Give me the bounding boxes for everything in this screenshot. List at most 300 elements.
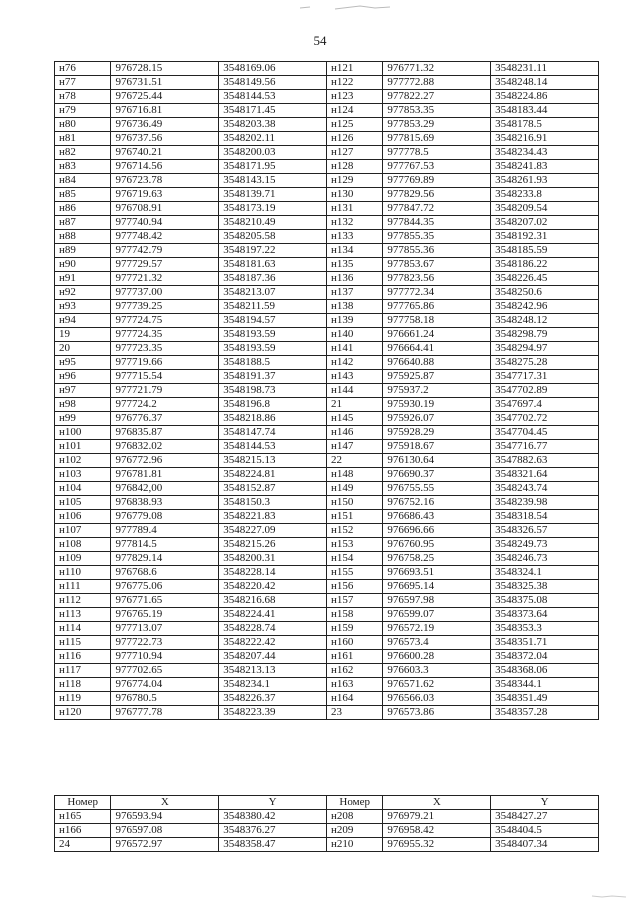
coord-x-cell: 976728.15 bbox=[111, 62, 219, 76]
coord-x-cell: 976842,00 bbox=[111, 482, 219, 496]
header-y: Y bbox=[491, 796, 599, 810]
point-number-cell: 21 bbox=[326, 398, 382, 412]
point-number-cell: 19 bbox=[55, 328, 111, 342]
table-row bbox=[55, 636, 599, 650]
point-number-cell: н108 bbox=[55, 538, 111, 552]
coord-y-cell: 3548143.15 bbox=[219, 174, 327, 188]
coord-x-cell: 975926.07 bbox=[383, 412, 491, 426]
coord-x-cell: 976838.93 bbox=[111, 496, 219, 510]
coord-y-cell: 3547717.31 bbox=[491, 370, 599, 384]
point-number-cell: н140 bbox=[326, 328, 382, 342]
coord-x-cell: 976573.86 bbox=[383, 706, 491, 720]
point-number-cell: н80 bbox=[55, 118, 111, 132]
point-number-cell: н113 bbox=[55, 608, 111, 622]
coord-x-cell: 977739.25 bbox=[111, 300, 219, 314]
coord-y-cell: 3548298.79 bbox=[491, 328, 599, 342]
coord-x-cell: 977737.00 bbox=[111, 286, 219, 300]
coord-y-cell: 3548188.5 bbox=[219, 356, 327, 370]
coord-x-cell: 977729.57 bbox=[111, 258, 219, 272]
table-row bbox=[55, 412, 599, 426]
point-number-cell: н164 bbox=[326, 692, 382, 706]
point-number-cell: н133 bbox=[326, 230, 382, 244]
point-number-cell: н103 bbox=[55, 468, 111, 482]
coord-y-cell: 3548185.59 bbox=[491, 244, 599, 258]
point-number-cell: 23 bbox=[326, 706, 382, 720]
coord-y-cell: 3548203.38 bbox=[219, 118, 327, 132]
table-row bbox=[55, 342, 599, 356]
point-number-cell: н157 bbox=[326, 594, 382, 608]
coord-x-cell: 975930.19 bbox=[383, 398, 491, 412]
point-number-cell: н115 bbox=[55, 636, 111, 650]
point-number-cell: н149 bbox=[326, 482, 382, 496]
table-row bbox=[55, 810, 599, 824]
point-number-cell: н127 bbox=[326, 146, 382, 160]
coord-x-cell: 976661.24 bbox=[383, 328, 491, 342]
coord-y-cell: 3548224.41 bbox=[219, 608, 327, 622]
coord-x-cell: 976716.81 bbox=[111, 104, 219, 118]
point-number-cell: н165 bbox=[55, 810, 111, 824]
point-number-cell: н146 bbox=[326, 426, 382, 440]
table-row bbox=[55, 482, 599, 496]
point-number-cell: н134 bbox=[326, 244, 382, 258]
coord-y-cell: 3548207.02 bbox=[491, 216, 599, 230]
point-number-cell: н86 bbox=[55, 202, 111, 216]
coord-x-cell: 975918.67 bbox=[383, 440, 491, 454]
point-number-cell: 20 bbox=[55, 342, 111, 356]
header-y: Y bbox=[219, 796, 327, 810]
point-number-cell: н116 bbox=[55, 650, 111, 664]
coord-x-cell: 977719.66 bbox=[111, 356, 219, 370]
coord-x-cell: 976955.32 bbox=[383, 838, 491, 852]
table-row bbox=[55, 370, 599, 384]
coord-x-cell: 976686.43 bbox=[383, 510, 491, 524]
point-number-cell: н100 bbox=[55, 426, 111, 440]
point-number-cell: н121 bbox=[326, 62, 382, 76]
point-number-cell: н88 bbox=[55, 230, 111, 244]
point-number-cell: н107 bbox=[55, 524, 111, 538]
coord-x-cell: 976714.56 bbox=[111, 160, 219, 174]
point-number-cell: н126 bbox=[326, 132, 382, 146]
point-number-cell: н160 bbox=[326, 636, 382, 650]
coord-y-cell: 3548353.3 bbox=[491, 622, 599, 636]
coord-x-cell: 976736.49 bbox=[111, 118, 219, 132]
point-number-cell: н139 bbox=[326, 314, 382, 328]
point-number-cell: н94 bbox=[55, 314, 111, 328]
table-row bbox=[55, 258, 599, 272]
point-number-cell: н210 bbox=[326, 838, 382, 852]
point-number-cell: н78 bbox=[55, 90, 111, 104]
point-number-cell: н90 bbox=[55, 258, 111, 272]
point-number-cell: н124 bbox=[326, 104, 382, 118]
coord-y-cell: 3548218.86 bbox=[219, 412, 327, 426]
coord-x-cell: 977778.5 bbox=[383, 146, 491, 160]
coord-y-cell: 3548150.3 bbox=[219, 496, 327, 510]
point-number-cell: н122 bbox=[326, 76, 382, 90]
coord-y-cell: 3548318.54 bbox=[491, 510, 599, 524]
coord-x-cell: 977855.35 bbox=[383, 230, 491, 244]
coord-y-cell: 3548152.87 bbox=[219, 482, 327, 496]
coord-y-cell: 3548211.59 bbox=[219, 300, 327, 314]
coord-y-cell: 3548192.31 bbox=[491, 230, 599, 244]
coord-y-cell: 3548368.06 bbox=[491, 664, 599, 678]
table-row bbox=[55, 538, 599, 552]
table-row bbox=[55, 580, 599, 594]
coord-x-cell: 977765.86 bbox=[383, 300, 491, 314]
coord-y-cell: 3548213.07 bbox=[219, 286, 327, 300]
table-row bbox=[55, 174, 599, 188]
coordinates-table bbox=[54, 61, 599, 720]
table-row bbox=[55, 314, 599, 328]
coord-x-cell: 977855.36 bbox=[383, 244, 491, 258]
coord-y-cell: 3548239.98 bbox=[491, 496, 599, 510]
table-row bbox=[55, 146, 599, 160]
point-number-cell: н117 bbox=[55, 664, 111, 678]
table-row bbox=[55, 552, 599, 566]
coord-x-cell: 976737.56 bbox=[111, 132, 219, 146]
coord-y-cell: 3548228.74 bbox=[219, 622, 327, 636]
coord-y-cell: 3548210.49 bbox=[219, 216, 327, 230]
point-number-cell: н81 bbox=[55, 132, 111, 146]
table-row bbox=[55, 76, 599, 90]
point-number-cell: н158 bbox=[326, 608, 382, 622]
point-number-cell: н92 bbox=[55, 286, 111, 300]
coord-x-cell: 976573.4 bbox=[383, 636, 491, 650]
table-row bbox=[55, 678, 599, 692]
coord-x-cell: 975928.29 bbox=[383, 426, 491, 440]
coord-y-cell: 3548228.14 bbox=[219, 566, 327, 580]
coord-x-cell: 976740.21 bbox=[111, 146, 219, 160]
header-number: Номер bbox=[326, 796, 382, 810]
coord-x-cell: 977815.69 bbox=[383, 132, 491, 146]
coord-x-cell: 976597.08 bbox=[111, 824, 219, 838]
table-row bbox=[55, 384, 599, 398]
coord-x-cell: 976774.04 bbox=[111, 678, 219, 692]
coord-y-cell: 3548249.73 bbox=[491, 538, 599, 552]
table-row bbox=[55, 398, 599, 412]
point-number-cell: н150 bbox=[326, 496, 382, 510]
coord-y-cell: 3548202.11 bbox=[219, 132, 327, 146]
coord-x-cell: 976603.3 bbox=[383, 664, 491, 678]
coord-y-cell: 3548221.83 bbox=[219, 510, 327, 524]
coord-y-cell: 3548193.59 bbox=[219, 328, 327, 342]
table-row bbox=[55, 90, 599, 104]
coord-y-cell: 3547702.89 bbox=[491, 384, 599, 398]
table-row bbox=[55, 272, 599, 286]
coord-x-cell: 976771.65 bbox=[111, 594, 219, 608]
coord-y-cell: 3548373.64 bbox=[491, 608, 599, 622]
point-number-cell: н130 bbox=[326, 188, 382, 202]
coord-x-cell: 976690.37 bbox=[383, 468, 491, 482]
coord-y-cell: 3547702.72 bbox=[491, 412, 599, 426]
point-number-cell: н132 bbox=[326, 216, 382, 230]
coord-y-cell: 3548198.73 bbox=[219, 384, 327, 398]
coord-x-cell: 977814.5 bbox=[111, 538, 219, 552]
point-number-cell: н123 bbox=[326, 90, 382, 104]
coord-y-cell: 3548427.27 bbox=[491, 810, 599, 824]
coord-x-cell: 975937.2 bbox=[383, 384, 491, 398]
coord-y-cell: 3548173.19 bbox=[219, 202, 327, 216]
coord-x-cell: 977829.14 bbox=[111, 552, 219, 566]
coord-x-cell: 977702.65 bbox=[111, 664, 219, 678]
coord-y-cell: 3548226.37 bbox=[219, 692, 327, 706]
table-row bbox=[55, 608, 599, 622]
point-number-cell: н120 bbox=[55, 706, 111, 720]
table-row bbox=[55, 230, 599, 244]
point-number-cell: н129 bbox=[326, 174, 382, 188]
point-number-cell: н145 bbox=[326, 412, 382, 426]
point-number-cell: н109 bbox=[55, 552, 111, 566]
coord-x-cell: 976758.25 bbox=[383, 552, 491, 566]
coord-y-cell: 3548205.58 bbox=[219, 230, 327, 244]
table-row bbox=[55, 132, 599, 146]
point-number-cell: н76 bbox=[55, 62, 111, 76]
coord-y-cell: 3548241.83 bbox=[491, 160, 599, 174]
coord-y-cell: 3548181.63 bbox=[219, 258, 327, 272]
coord-y-cell: 3548171.45 bbox=[219, 104, 327, 118]
coord-x-cell: 976772.96 bbox=[111, 454, 219, 468]
coord-y-cell: 3548275.28 bbox=[491, 356, 599, 370]
coord-x-cell: 977713.07 bbox=[111, 622, 219, 636]
table-row bbox=[55, 594, 599, 608]
coord-y-cell: 3548169.06 bbox=[219, 62, 327, 76]
coord-y-cell: 3548223.39 bbox=[219, 706, 327, 720]
coordinates-table-body bbox=[55, 62, 599, 720]
coord-y-cell: 3548191.37 bbox=[219, 370, 327, 384]
point-number-cell: н162 bbox=[326, 664, 382, 678]
coord-x-cell: 976693.51 bbox=[383, 566, 491, 580]
coord-y-cell: 3548233.8 bbox=[491, 188, 599, 202]
table-row bbox=[55, 496, 599, 510]
table-row bbox=[55, 244, 599, 258]
point-number-cell: н99 bbox=[55, 412, 111, 426]
coord-y-cell: 3548215.26 bbox=[219, 538, 327, 552]
point-number-cell: н141 bbox=[326, 342, 382, 356]
point-number-cell: н114 bbox=[55, 622, 111, 636]
coord-x-cell: 976781.81 bbox=[111, 468, 219, 482]
coord-y-cell: 3548234.1 bbox=[219, 678, 327, 692]
table-row bbox=[55, 328, 599, 342]
coord-x-cell: 977723.35 bbox=[111, 342, 219, 356]
scan-artifact-top bbox=[300, 3, 410, 11]
coord-y-cell: 3548246.73 bbox=[491, 552, 599, 566]
coord-x-cell: 977772.34 bbox=[383, 286, 491, 300]
table-row bbox=[55, 664, 599, 678]
point-number-cell: н166 bbox=[55, 824, 111, 838]
point-number-cell: н135 bbox=[326, 258, 382, 272]
coord-y-cell: 3548224.86 bbox=[491, 90, 599, 104]
coord-y-cell: 3548207.44 bbox=[219, 650, 327, 664]
coord-y-cell: 3548261.93 bbox=[491, 174, 599, 188]
coord-y-cell: 3548226.45 bbox=[491, 272, 599, 286]
coord-x-cell: 976696.66 bbox=[383, 524, 491, 538]
table-row bbox=[55, 216, 599, 230]
table-row bbox=[55, 104, 599, 118]
coord-x-cell: 976708.91 bbox=[111, 202, 219, 216]
coord-x-cell: 977844.35 bbox=[383, 216, 491, 230]
coord-x-cell: 977772.88 bbox=[383, 76, 491, 90]
table-row bbox=[55, 440, 599, 454]
point-number-cell: н98 bbox=[55, 398, 111, 412]
point-number-cell: н87 bbox=[55, 216, 111, 230]
coord-y-cell: 3548144.53 bbox=[219, 440, 327, 454]
coord-y-cell: 3548372.04 bbox=[491, 650, 599, 664]
point-number-cell: н128 bbox=[326, 160, 382, 174]
coord-x-cell: 976958.42 bbox=[383, 824, 491, 838]
coord-x-cell: 976695.14 bbox=[383, 580, 491, 594]
coord-x-cell: 976780.5 bbox=[111, 692, 219, 706]
coord-x-cell: 976752.16 bbox=[383, 496, 491, 510]
table-row bbox=[55, 286, 599, 300]
coord-y-cell: 3548224.81 bbox=[219, 468, 327, 482]
coord-x-cell: 976593.94 bbox=[111, 810, 219, 824]
coord-x-cell: 976725.44 bbox=[111, 90, 219, 104]
coord-y-cell: 3548344.1 bbox=[491, 678, 599, 692]
coord-y-cell: 3548326.57 bbox=[491, 524, 599, 538]
coord-y-cell: 3548215.13 bbox=[219, 454, 327, 468]
point-number-cell: н93 bbox=[55, 300, 111, 314]
coord-y-cell: 3548200.03 bbox=[219, 146, 327, 160]
point-number-cell: н112 bbox=[55, 594, 111, 608]
point-number-cell: н84 bbox=[55, 174, 111, 188]
coord-y-cell: 3548144.53 bbox=[219, 90, 327, 104]
coord-x-cell: 976760.95 bbox=[383, 538, 491, 552]
table-row bbox=[55, 356, 599, 370]
coord-y-cell: 3548222.42 bbox=[219, 636, 327, 650]
coord-x-cell: 976130.64 bbox=[383, 454, 491, 468]
point-number-cell: н102 bbox=[55, 454, 111, 468]
point-number-cell: 24 bbox=[55, 838, 111, 852]
coord-x-cell: 977724.2 bbox=[111, 398, 219, 412]
point-number-cell: н110 bbox=[55, 566, 111, 580]
coord-y-cell: 3548404.5 bbox=[491, 824, 599, 838]
coord-x-cell: 977715.54 bbox=[111, 370, 219, 384]
table-row bbox=[55, 838, 599, 852]
point-number-cell: н131 bbox=[326, 202, 382, 216]
point-number-cell: н137 bbox=[326, 286, 382, 300]
coord-y-cell: 3548183.44 bbox=[491, 104, 599, 118]
table-row bbox=[55, 468, 599, 482]
coord-y-cell: 3547716.77 bbox=[491, 440, 599, 454]
coord-x-cell: 977758.18 bbox=[383, 314, 491, 328]
coord-x-cell: 975925.87 bbox=[383, 370, 491, 384]
coord-x-cell: 977822.27 bbox=[383, 90, 491, 104]
coord-x-cell: 977721.32 bbox=[111, 272, 219, 286]
coord-x-cell: 977724.35 bbox=[111, 328, 219, 342]
point-number-cell: н136 bbox=[326, 272, 382, 286]
coord-y-cell: 3548376.27 bbox=[219, 824, 327, 838]
coordinates-table-continued bbox=[54, 795, 599, 852]
coord-y-cell: 3548357.28 bbox=[491, 706, 599, 720]
coord-x-cell: 977853.35 bbox=[383, 104, 491, 118]
point-number-cell: н154 bbox=[326, 552, 382, 566]
coord-x-cell: 976776.37 bbox=[111, 412, 219, 426]
coord-y-cell: 3548231.11 bbox=[491, 62, 599, 76]
coord-y-cell: 3548178.5 bbox=[491, 118, 599, 132]
coord-x-cell: 976775.06 bbox=[111, 580, 219, 594]
coord-x-cell: 976719.63 bbox=[111, 188, 219, 202]
coord-y-cell: 3548294.97 bbox=[491, 342, 599, 356]
table-row bbox=[55, 160, 599, 174]
coord-y-cell: 3548375.08 bbox=[491, 594, 599, 608]
point-number-cell: н152 bbox=[326, 524, 382, 538]
coord-x-cell: 977767.53 bbox=[383, 160, 491, 174]
coord-y-cell: 3548321.64 bbox=[491, 468, 599, 482]
coord-x-cell: 976571.62 bbox=[383, 678, 491, 692]
coord-y-cell: 3548242.96 bbox=[491, 300, 599, 314]
point-number-cell: н125 bbox=[326, 118, 382, 132]
coord-y-cell: 3547704.45 bbox=[491, 426, 599, 440]
coord-x-cell: 976600.28 bbox=[383, 650, 491, 664]
point-number-cell: н163 bbox=[326, 678, 382, 692]
point-number-cell: н104 bbox=[55, 482, 111, 496]
point-number-cell: н106 bbox=[55, 510, 111, 524]
coord-y-cell: 3548248.12 bbox=[491, 314, 599, 328]
coord-x-cell: 976572.97 bbox=[111, 838, 219, 852]
coord-x-cell: 976664.41 bbox=[383, 342, 491, 356]
table-row bbox=[55, 566, 599, 580]
header-x: X bbox=[111, 796, 219, 810]
coord-x-cell: 976755.55 bbox=[383, 482, 491, 496]
point-number-cell: н83 bbox=[55, 160, 111, 174]
coord-y-cell: 3548243.74 bbox=[491, 482, 599, 496]
coord-x-cell: 976832.02 bbox=[111, 440, 219, 454]
coord-x-cell: 976723.78 bbox=[111, 174, 219, 188]
table-row bbox=[55, 426, 599, 440]
point-number-cell: н101 bbox=[55, 440, 111, 454]
table-row bbox=[55, 650, 599, 664]
coord-y-cell: 3548220.42 bbox=[219, 580, 327, 594]
coord-x-cell: 976768.6 bbox=[111, 566, 219, 580]
coord-x-cell: 976566.03 bbox=[383, 692, 491, 706]
coord-x-cell: 977853.67 bbox=[383, 258, 491, 272]
point-number-cell: н147 bbox=[326, 440, 382, 454]
coord-x-cell: 977823.56 bbox=[383, 272, 491, 286]
coord-y-cell: 3548147.74 bbox=[219, 426, 327, 440]
table-row bbox=[55, 510, 599, 524]
point-number-cell: н95 bbox=[55, 356, 111, 370]
coord-x-cell: 977847.72 bbox=[383, 202, 491, 216]
coord-x-cell: 976771.32 bbox=[383, 62, 491, 76]
coord-y-cell: 3548213.13 bbox=[219, 664, 327, 678]
coord-x-cell: 977724.75 bbox=[111, 314, 219, 328]
coord-y-cell: 3547697.4 bbox=[491, 398, 599, 412]
point-number-cell: н161 bbox=[326, 650, 382, 664]
header-row bbox=[55, 796, 599, 810]
point-number-cell: н142 bbox=[326, 356, 382, 370]
coord-y-cell: 3548227.09 bbox=[219, 524, 327, 538]
table-row bbox=[55, 622, 599, 636]
point-number-cell: н89 bbox=[55, 244, 111, 258]
coord-x-cell: 976777.78 bbox=[111, 706, 219, 720]
point-number-cell: н79 bbox=[55, 104, 111, 118]
point-number-cell: н82 bbox=[55, 146, 111, 160]
table-row bbox=[55, 454, 599, 468]
point-number-cell: н85 bbox=[55, 188, 111, 202]
point-number-cell: н96 bbox=[55, 370, 111, 384]
table-row bbox=[55, 62, 599, 76]
coord-x-cell: 977742.79 bbox=[111, 244, 219, 258]
coord-x-cell: 977721.79 bbox=[111, 384, 219, 398]
table-row bbox=[55, 300, 599, 314]
header-number: Номер bbox=[55, 796, 111, 810]
point-number-cell: н105 bbox=[55, 496, 111, 510]
coord-y-cell: 3548186.22 bbox=[491, 258, 599, 272]
coord-x-cell: 977853.29 bbox=[383, 118, 491, 132]
table-row bbox=[55, 202, 599, 216]
scan-artifact-corner bbox=[590, 893, 630, 899]
coord-y-cell: 3548216.91 bbox=[491, 132, 599, 146]
coord-y-cell: 3548194.57 bbox=[219, 314, 327, 328]
